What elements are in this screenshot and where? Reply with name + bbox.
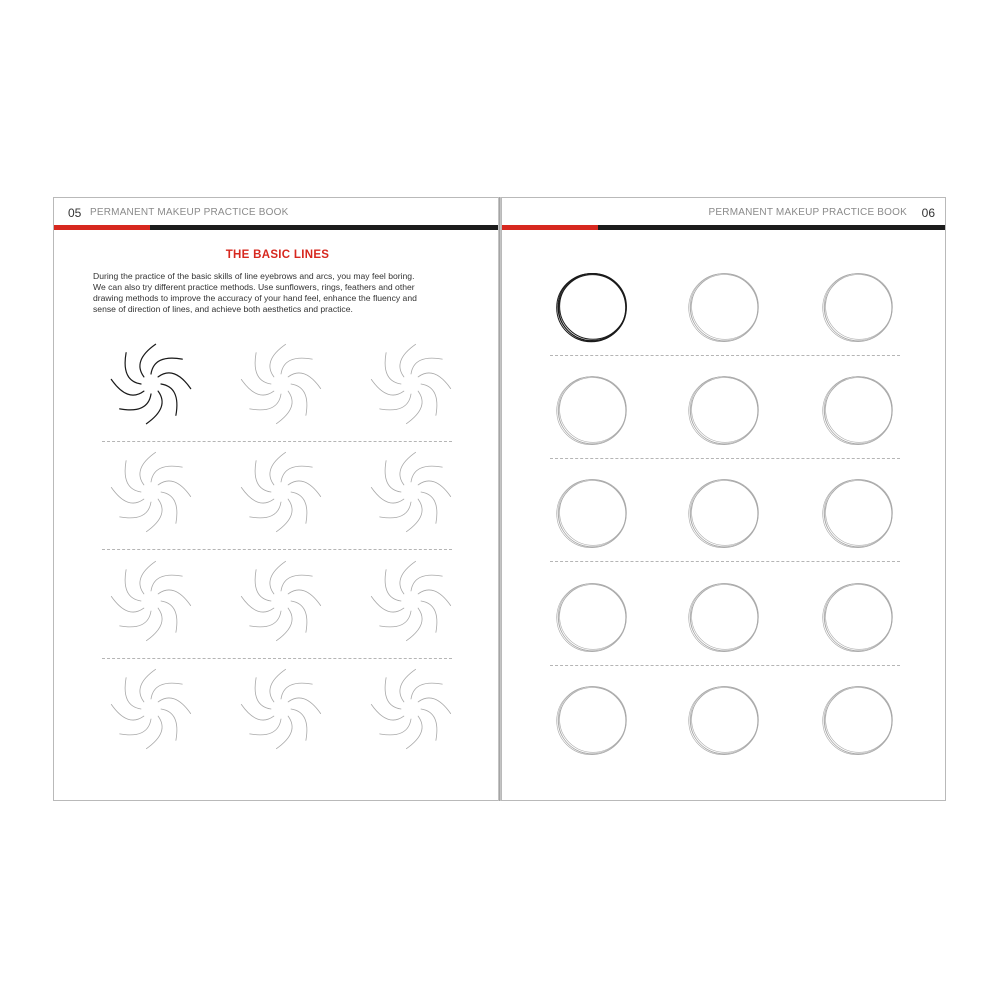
spiral-petal-stroke [270, 344, 286, 377]
open-book [53, 197, 946, 802]
spiral-petal-stroke [291, 492, 307, 523]
circle-trace-figure [818, 473, 898, 553]
spiral-petal-stroke [385, 461, 401, 492]
spiral-petal-stroke [380, 502, 411, 518]
spiral-petal-stroke [281, 358, 312, 374]
spiral-petal-stroke [380, 719, 411, 735]
circle-trace-figure [552, 473, 632, 553]
spiral-petal-stroke [255, 353, 271, 384]
spiral-petal-stroke [140, 669, 156, 702]
row-separator [102, 441, 452, 442]
spiral-petal-stroke [411, 575, 442, 591]
spiral-petal-stroke [418, 590, 451, 606]
spiral-petal-stroke [161, 709, 177, 740]
spiral-petal-stroke [158, 698, 191, 714]
spiral-petal-stroke [161, 384, 177, 415]
spiral-petal-stroke [255, 461, 271, 492]
circle-trace-figure [684, 577, 764, 657]
spiral-petal-stroke [385, 678, 401, 709]
spiral-petal-stroke [255, 678, 271, 709]
intro-line: drawing methods to improve the accuracy of your hand feel, enhance the fluency and [93, 293, 417, 303]
spiral-petal-stroke [288, 698, 321, 714]
spiral-petal-stroke [291, 384, 307, 415]
spiral-petal-stroke [385, 353, 401, 384]
spiral-petal-stroke [288, 373, 321, 389]
spiral-trace-figure [106, 664, 196, 754]
spiral-petal-stroke [276, 608, 292, 641]
spiral-petal-stroke [120, 719, 151, 735]
spiral-trace-figure [236, 339, 326, 429]
spiral-petal-stroke [406, 716, 422, 749]
spiral-petal-stroke [111, 596, 144, 612]
intro-paragraph [93, 271, 468, 315]
spiral-petal-stroke [151, 466, 182, 482]
spiral-petal-stroke [371, 596, 404, 612]
spiral-petal-stroke [120, 394, 151, 410]
spiral-petal-stroke [158, 590, 191, 606]
spiral-petal-stroke [276, 391, 292, 424]
spiral-petal-stroke [418, 698, 451, 714]
spiral-petal-stroke [291, 601, 307, 632]
spiral-petal-stroke [140, 452, 156, 485]
spiral-trace-figure [106, 447, 196, 537]
spiral-petal-stroke [270, 452, 286, 485]
spiral-trace-figure [366, 447, 456, 537]
circle-trace-figure [818, 680, 898, 760]
running-title: PERMANENT MAKEUP PRACTICE BOOK [90, 207, 289, 218]
spiral-trace-figure [236, 556, 326, 646]
intro-line: sense of direction of lines, and achieve both aesthetics and practice. [93, 304, 353, 314]
circle-trace-figure [818, 267, 898, 347]
section-heading: THE BASIC LINES [225, 249, 330, 261]
row-separator [550, 458, 900, 459]
spiral-petal-stroke [255, 570, 271, 601]
spiral-petal-stroke [270, 561, 286, 594]
page-number: 05 [68, 206, 82, 220]
spiral-trace-figure [366, 339, 456, 429]
page-number: 06 [921, 206, 935, 220]
spiral-petal-stroke [418, 481, 451, 497]
circle-trace-figure [552, 680, 632, 760]
header-bar [502, 225, 945, 230]
header-bar-accent [502, 225, 598, 230]
spiral-petal-stroke [406, 608, 422, 641]
spiral-petal-stroke [151, 575, 182, 591]
row-separator [550, 561, 900, 562]
spiral-petal-stroke [400, 452, 416, 485]
spiral-petal-stroke [400, 344, 416, 377]
spiral-petal-stroke [158, 373, 191, 389]
spiral-petal-stroke [380, 611, 411, 627]
circle-trace-figure [684, 370, 764, 450]
spiral-petal-stroke [276, 716, 292, 749]
spiral-petal-stroke [371, 487, 404, 503]
row-separator [550, 665, 900, 666]
spiral-petal-stroke [421, 492, 437, 523]
left-page [53, 197, 500, 801]
spiral-petal-stroke [385, 570, 401, 601]
spiral-petal-stroke [158, 481, 191, 497]
spiral-petal-stroke [276, 499, 292, 532]
spiral-petal-stroke [411, 466, 442, 482]
spiral-petal-stroke [241, 487, 274, 503]
circle-trace-figure [818, 577, 898, 657]
spiral-petal-stroke [421, 384, 437, 415]
spiral-trace-figure [236, 447, 326, 537]
spiral-petal-stroke [406, 391, 422, 424]
right-page [501, 197, 946, 801]
spiral-petal-stroke [281, 466, 312, 482]
spiral-petal-stroke [281, 575, 312, 591]
spiral-petal-stroke [250, 611, 281, 627]
circle-example-figure [552, 267, 632, 347]
spiral-petal-stroke [400, 669, 416, 702]
spiral-petal-stroke [120, 502, 151, 518]
circle-trace-figure [818, 370, 898, 450]
spiral-petal-stroke [120, 611, 151, 627]
running-title: PERMANENT MAKEUP PRACTICE BOOK [708, 207, 907, 218]
spiral-petal-stroke [288, 590, 321, 606]
spiral-trace-figure [106, 556, 196, 646]
spiral-petal-stroke [125, 461, 141, 492]
spiral-petal-stroke [140, 561, 156, 594]
spiral-petal-stroke [111, 487, 144, 503]
circle-trace-figure [552, 370, 632, 450]
spiral-petal-stroke [411, 358, 442, 374]
spiral-trace-figure [236, 664, 326, 754]
spiral-petal-stroke [140, 344, 156, 377]
spiral-petal-stroke [125, 678, 141, 709]
circle-trace-figure [684, 680, 764, 760]
spiral-petal-stroke [125, 353, 141, 384]
spiral-petal-stroke [380, 394, 411, 410]
header-bar [54, 225, 499, 230]
spiral-petal-stroke [250, 394, 281, 410]
spiral-petal-stroke [371, 704, 404, 720]
spiral-petal-stroke [161, 601, 177, 632]
header-bar-accent [54, 225, 150, 230]
row-separator [550, 355, 900, 356]
spiral-petal-stroke [146, 391, 162, 424]
spiral-petal-stroke [421, 709, 437, 740]
intro-line: During the practice of the basic skills of line eyebrows and arcs, you may feel boring. [93, 271, 415, 281]
spiral-petal-stroke [400, 561, 416, 594]
spiral-petal-stroke [111, 704, 144, 720]
intro-line: We can also try different practice methods. Use sunflowers, rings, feathers and other [93, 282, 415, 292]
spiral-petal-stroke [250, 719, 281, 735]
spiral-petal-stroke [241, 596, 274, 612]
spiral-petal-stroke [146, 608, 162, 641]
spiral-petal-stroke [406, 499, 422, 532]
circle-stroke [559, 275, 627, 342]
spiral-example-figure [106, 339, 196, 429]
spiral-petal-stroke [371, 379, 404, 395]
circle-trace-figure [684, 267, 764, 347]
spiral-petal-stroke [421, 601, 437, 632]
circle-trace-figure [684, 473, 764, 553]
spiral-trace-figure [366, 556, 456, 646]
spiral-petal-stroke [250, 502, 281, 518]
spiral-petal-stroke [291, 709, 307, 740]
spiral-petal-stroke [418, 373, 451, 389]
spiral-petal-stroke [281, 683, 312, 699]
row-separator [102, 549, 452, 550]
circle-trace-figure [552, 577, 632, 657]
spiral-trace-figure [366, 664, 456, 754]
spiral-petal-stroke [288, 481, 321, 497]
spiral-petal-stroke [411, 683, 442, 699]
spiral-petal-stroke [111, 379, 144, 395]
spiral-petal-stroke [125, 570, 141, 601]
spiral-petal-stroke [151, 683, 182, 699]
spiral-petal-stroke [146, 499, 162, 532]
spiral-petal-stroke [241, 379, 274, 395]
spiral-petal-stroke [161, 492, 177, 523]
spiral-petal-stroke [146, 716, 162, 749]
spiral-petal-stroke [151, 358, 182, 374]
spiral-petal-stroke [270, 669, 286, 702]
spiral-petal-stroke [241, 704, 274, 720]
row-separator [102, 658, 452, 659]
